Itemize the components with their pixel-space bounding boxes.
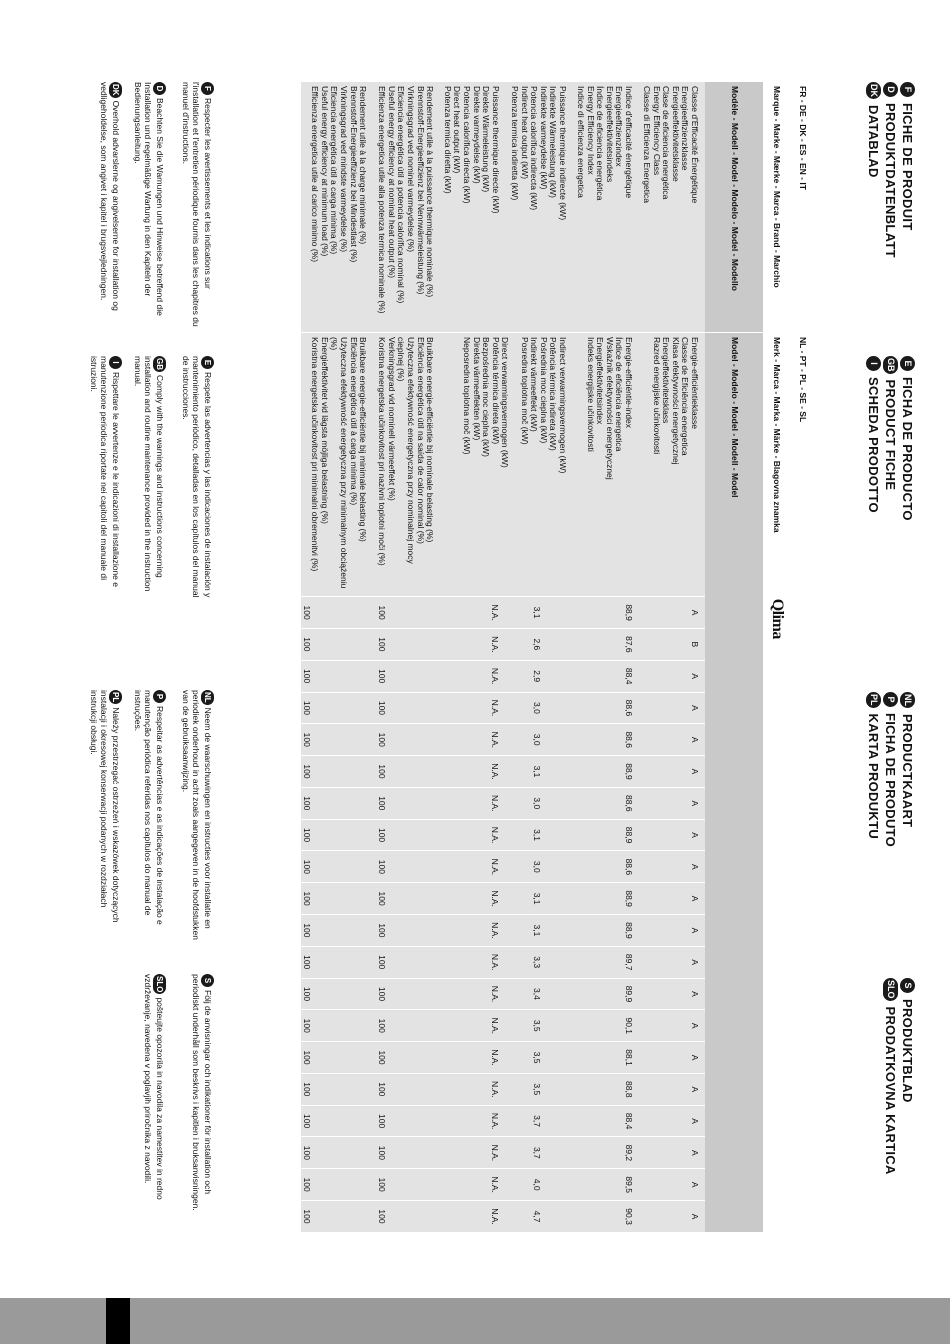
minimum-efficiency-value: 100: [301, 764, 312, 779]
header-title: PRODATKOVNA KARTICA: [883, 1006, 898, 1175]
header-dk: [865, 82, 882, 258]
header-group-middle: [865, 356, 916, 521]
energy-index-value: 88,4: [575, 660, 639, 692]
efficiency-label-left: Rendement utile à la puissance thermique nominale (%) Brennstoff-Energieeffizienz bei Nennwärmeleistung (%) Virkningsgrad ved nominel varmeydelse (%) Eficiencia energética útil a potencia calorífica nominal (%) Useful energy efficiency at nominal heat output (%) Efficienza energetica utile alla potenza termica nominale (%) Rendement utile à la charge minimale (%) Brennstoff-Energieeffizienz bei Mindestlast (%) Virkningsgrad ved mindste varmeydelse (%) Eficiencia energética útil a carga mínima (%) Useful energy efficiency at minimum load (%) Efficienza energetica utile al carico minimo (%): [310, 86, 436, 314]
direct-heat-value: 3,0: [532, 702, 542, 714]
energy-index-row: [575, 82, 639, 1232]
energy-class-value: A: [639, 1010, 705, 1042]
note-nl: [181, 690, 214, 940]
lang-badge: DK: [111, 84, 120, 96]
note-text: Respecter les avertissements et les indications sur l'installation et l'entretien périodique fournis dans les chapitres du manuel d'instructions.: [181, 82, 213, 327]
product-fiche-table: [301, 82, 815, 1232]
heat-output-row: [442, 82, 575, 1232]
model-row: [705, 82, 763, 1232]
lang-badge: S: [201, 974, 214, 987]
note-text: Respete las advertencias y las indicaciones de instalación y mantenimiento periódico, detalladas en los capítulos del manual de instrucciones.: [181, 356, 213, 598]
direct-heat-value: 2,6: [532, 638, 542, 651]
efficiency-cell: [301, 946, 442, 978]
energy-index-value: 88,6: [575, 787, 639, 819]
energy-index-value: 88,6: [575, 851, 639, 883]
direct-heat-value: 3,1: [532, 924, 542, 937]
energy-class-value: A: [639, 597, 705, 629]
energy-index-value: 87,6: [575, 628, 639, 660]
lang-badge: P: [883, 692, 898, 707]
header-title: SCHEDA PRODOTTO: [866, 377, 881, 513]
energy-class-value: A: [639, 1169, 705, 1201]
indirect-heat-value: N.A.: [490, 636, 501, 653]
direct-heat-value: 3,0: [532, 733, 542, 746]
indirect-heat-value: N.A.: [490, 1081, 501, 1098]
page-footer-band: [0, 1298, 950, 1344]
header-es: [899, 356, 916, 521]
note-text: Beachten Sie die Warnungen und Hinweise betreffend die Installation und regelmäßige Wartung in den Kapiteln der Bedienungsanleitung.: [133, 82, 165, 316]
indirect-heat-value: N.A.: [490, 922, 501, 939]
energy-class-value: A: [639, 660, 705, 692]
brand-logo-cell: [763, 597, 789, 1232]
minimum-efficiency-value: 100: [301, 891, 312, 906]
energy-index-value: 88,8: [575, 1073, 639, 1105]
lang-badge: F: [900, 82, 915, 97]
languages-left: FR - DE - DK - ES - EN - IT: [797, 86, 808, 190]
header-it: [865, 356, 882, 521]
energy-class-value: A: [639, 1137, 705, 1169]
direct-heat-value: 3,3: [532, 956, 542, 969]
header-title: PRODUCT FICHE: [883, 379, 898, 491]
nominal-efficiency-value: 100: [377, 923, 388, 938]
efficiency-cell: [301, 787, 442, 819]
nominal-efficiency-value: 100: [377, 1145, 388, 1160]
efficiency-cell: [301, 1201, 442, 1232]
direct-heat-value: 4,0: [532, 1178, 542, 1191]
direct-heat-value: 3,5: [532, 1019, 542, 1032]
indirect-heat-value: N.A.: [490, 1144, 501, 1162]
minimum-efficiency-value: 100: [301, 1082, 312, 1097]
nominal-efficiency-value: 100: [377, 955, 388, 970]
header-slo: [882, 978, 899, 1175]
note-text: Należy przestrzegać ostrzeżeń i wskazówek dotyczących instalacji i okresowej konserwacji podanych w rozdziałach instrukcji obsługi.: [89, 690, 121, 923]
heat-output-cell: [442, 819, 575, 851]
lang-badge: GB: [155, 358, 164, 370]
energy-index-value: 88,9: [575, 819, 639, 851]
lang-badge: S: [900, 978, 915, 993]
minimum-efficiency-value: 100: [301, 1018, 312, 1033]
lang-badge: I: [866, 356, 881, 371]
model-values-cell: [705, 597, 763, 1232]
heat-output-cell: [442, 1042, 575, 1074]
efficiency-cell: [301, 1073, 442, 1105]
nominal-efficiency-value: 100: [377, 891, 388, 906]
minimum-efficiency-value: 100: [301, 859, 312, 874]
energy-class-value: A: [639, 978, 705, 1010]
energy-index-value: 88,6: [575, 724, 639, 756]
nominal-efficiency-value: 100: [377, 1177, 388, 1192]
header-gb: [882, 356, 899, 521]
note-se: [191, 974, 214, 1224]
header-group-left: [865, 82, 916, 258]
brand-label-left: Marque - Marke - Mærke - Marca - Brand - Marchio: [771, 86, 782, 288]
brand-label-right: Merk - Marca - Marka - Märke - Blagovna znamka: [763, 333, 789, 597]
direct-heat-value: 3,4: [532, 988, 542, 1000]
note-it: [89, 356, 122, 606]
energy-index-label-left: Indice d'efficacité énergétique Energieeffizienzindex Energieeffektivitetsindeks Índice de eficiencia energética Energy Efficiency Index Indice di efficienza energetica: [576, 86, 634, 201]
minimum-efficiency-value: 100: [301, 605, 312, 620]
energy-index-value: 90,3: [575, 1201, 639, 1232]
heat-output-cell: [442, 660, 575, 692]
nominal-efficiency-value: 100: [377, 859, 388, 874]
indirect-heat-value: N.A.: [490, 1208, 501, 1225]
indirect-heat-value: N.A.: [490, 763, 501, 780]
heat-output-cell: [442, 692, 575, 724]
direct-heat-value: 3,5: [532, 1083, 542, 1096]
note-pl: [89, 690, 122, 940]
header-title: FICHA DE PRODUTO: [883, 713, 898, 848]
heat-output-cell: [442, 1201, 575, 1232]
direct-heat-value: 3,5: [532, 1051, 542, 1064]
efficiency-cell: [301, 1137, 442, 1169]
efficiency-cell: [301, 628, 442, 660]
nominal-efficiency-value: 100: [377, 1018, 388, 1033]
heat-output-cell: [442, 1105, 575, 1137]
lang-badge: E: [900, 356, 915, 371]
heat-output-cell: [442, 1137, 575, 1169]
note-text: pošteujte opozorila in navodila za namestitev in redno vzdrževanje, navedena v poglavjih priročnika z navodili.: [143, 974, 165, 1200]
energy-index-value: 88,6: [575, 692, 639, 724]
nominal-efficiency-value: 100: [377, 1082, 388, 1097]
direct-heat-value: 3,1: [532, 606, 542, 619]
minimum-efficiency-value: 100: [301, 986, 312, 1002]
minimum-efficiency-value: 100: [301, 1114, 312, 1129]
energy-class-value: A: [639, 1073, 705, 1105]
qlima-logo: Qlima: [768, 598, 786, 639]
energy-index-label-right: Energie-efficiëntie-index Índice de eficiência energetica Wskaźnik efektywności energetycznej Energieffektivitetsindex Indeks energijske učinkovitosti: [575, 333, 639, 597]
efficiency-cell: [301, 819, 442, 851]
nominal-efficiency-value: 100: [377, 1209, 388, 1224]
header-fr: [899, 82, 916, 258]
efficiency-cell: [301, 883, 442, 915]
header-title: PRODUKTBLAD: [900, 999, 915, 1103]
note-gb: [133, 356, 166, 606]
heat-output-cell: [442, 756, 575, 788]
header-title: PRODUKTDATENBLATT: [883, 103, 898, 258]
header-title: FICHE DE PRODUIT: [900, 103, 915, 231]
minimum-efficiency-value: 100: [301, 923, 312, 938]
direct-heat-value: 4,7: [532, 1210, 542, 1223]
energy-index-value: 90,1: [575, 1010, 639, 1042]
minimum-efficiency-value: 100: [301, 1177, 312, 1192]
energy-class-label-right: Energie-efficiëntieklasse Classe de Eficiência energetica Klasa efektywności energetycznej Energieffektivitetsklass Razred energijske učinkovitosti: [639, 333, 705, 597]
lang-badge: NL: [203, 692, 212, 703]
spacer-cell: [789, 597, 815, 1232]
nominal-efficiency-value: 100: [377, 796, 388, 811]
minimum-efficiency-value: 100: [301, 1050, 312, 1065]
lang-badge: PL: [866, 692, 881, 708]
energy-index-value: 89,9: [575, 978, 639, 1010]
efficiency-cell: [301, 724, 442, 756]
model-label-left: Modèle - Modell - Model - Modelo - Model - Modello: [705, 82, 763, 333]
heat-output-cell: [442, 915, 575, 947]
direct-heat-value: 3,0: [532, 797, 542, 810]
note-text: Comply with the warnings and instructions concerning installation and routine maintenance provided in the instruction manual.: [133, 356, 165, 592]
direct-heat-value: 3,7: [532, 1146, 542, 1159]
energy-index-value: 88,9: [575, 883, 639, 915]
lang-badge: F: [201, 82, 214, 95]
note-text: Respeitar as advertências e as indicações de instalação e manutenção periódica referidas nos capítulos do manual de instruções.: [133, 690, 165, 925]
nominal-efficiency-value: 100: [377, 764, 388, 779]
note-de: [133, 82, 166, 332]
direct-heat-value: 3,1: [532, 829, 542, 841]
heat-output-label-left: Puissance thermique indirecte (kW) Indirekte Wärmeleistung (kW) Indirekte varmeydelse (kW) Potencia calorífica indirecta (kW) Indirect heat output (kW) Potenza termica indiretta (kW) Puissance thermique directe (kW) Direkte Wärmeleistung (kW) Direkte varmeydelse (kW) Potencia calorífica directa (kW) Direct heat output (kW) Potenza termica diretta (kW): [442, 86, 568, 221]
energy-index-value: 89,5: [575, 1169, 639, 1201]
lang-badge: D: [883, 82, 898, 97]
lang-badge: E: [201, 356, 214, 369]
energy-class-value: A: [639, 692, 705, 724]
minimum-efficiency-value: 100: [301, 637, 312, 652]
energy-index-value: 88,1: [575, 1042, 639, 1074]
indirect-heat-value: N.A.: [490, 1049, 501, 1066]
energy-class-value: A: [639, 787, 705, 819]
heat-output-cell: [442, 628, 575, 660]
efficiency-cell: [301, 978, 442, 1010]
header-title: PRODUCTKAART: [900, 714, 915, 828]
indirect-heat-value: N.A.: [490, 890, 501, 907]
minimum-efficiency-value: 100: [301, 1145, 312, 1160]
direct-heat-value: 3,1: [532, 892, 542, 905]
minimum-efficiency-value: 100: [301, 796, 312, 811]
brand-row: [763, 82, 789, 1232]
energy-class-value: A: [639, 851, 705, 883]
indirect-heat-value: N.A.: [490, 667, 501, 685]
note-fr: [181, 82, 214, 332]
direct-heat-value: 3,7: [532, 1115, 542, 1127]
indirect-heat-value: N.A.: [490, 1112, 501, 1130]
energy-class-value: A: [639, 724, 705, 756]
energy-index-value: 88,4: [575, 1105, 639, 1137]
efficiency-row: [301, 82, 442, 1232]
minimum-efficiency-value: 100: [301, 827, 312, 843]
nominal-efficiency-value: 100: [377, 669, 388, 684]
nominal-efficiency-value: 100: [377, 827, 388, 843]
header-de: [882, 82, 899, 258]
lang-badge: DK: [866, 82, 881, 99]
energy-index-value: 88,9: [575, 756, 639, 788]
efficiency-cell: [301, 851, 442, 883]
efficiency-cell: [301, 692, 442, 724]
energy-class-value: A: [639, 1105, 705, 1137]
indirect-heat-value: N.A.: [490, 731, 501, 748]
indirect-heat-value: N.A.: [490, 1176, 501, 1193]
direct-heat-value: 2,9: [532, 670, 542, 683]
nominal-efficiency-value: 100: [377, 700, 388, 716]
minimum-efficiency-value: 100: [301, 1209, 312, 1224]
energy-class-value: A: [639, 946, 705, 978]
efficiency-cell: [301, 915, 442, 947]
minimum-efficiency-value: 100: [301, 732, 312, 747]
heat-output-cell: [442, 1073, 575, 1105]
lang-badge: D: [153, 82, 166, 95]
heat-output-cell: [442, 724, 575, 756]
energy-class-value: A: [639, 819, 705, 851]
efficiency-cell: [301, 756, 442, 788]
header-se: [899, 978, 916, 1175]
note-text: Följ de anvisningar och indikationer för installation och periodiskt underhåll som beskrivs i kapitlen i bruksanvisningen.: [191, 974, 213, 1211]
efficiency-cell: [301, 660, 442, 692]
energy-class-label-left: Classe d'Efficacité Énergétique Energieeffizienzklasse Energieeffektivitetsklasse Clase de eficiencia energética Energy Efficiency Class Classe di Efficienza Energetica: [642, 86, 700, 204]
energy-class-value: A: [639, 756, 705, 788]
direct-heat-value: 3,0: [532, 860, 542, 873]
energy-class-value: A: [639, 915, 705, 947]
energy-class-value: A: [639, 1042, 705, 1074]
heat-output-cell: [442, 1169, 575, 1201]
indirect-heat-value: N.A.: [490, 985, 501, 1003]
header-title: FICHA DE PRODUCTO: [900, 377, 915, 521]
note-es: [181, 356, 214, 606]
energy-index-value: 89,2: [575, 1137, 639, 1169]
header-group-far-right: [882, 978, 916, 1175]
model-label-right: Model - Modelo - Model - Modell - Model: [705, 333, 763, 597]
languages-right: NL - PT - PL - SE - SL: [789, 333, 815, 597]
header-group-right: [865, 692, 916, 847]
indirect-heat-value: N.A.: [490, 858, 501, 876]
nominal-efficiency-value: 100: [377, 1050, 388, 1065]
nominal-efficiency-value: 100: [377, 605, 388, 620]
heat-output-cell: [442, 787, 575, 819]
header-title: DATABLAD: [866, 105, 881, 178]
heat-output-cell: [442, 946, 575, 978]
efficiency-cell: [301, 1169, 442, 1201]
indirect-heat-value: N.A.: [490, 604, 501, 621]
minimum-efficiency-value: 100: [301, 700, 312, 716]
page-marker: [106, 1298, 130, 1344]
indirect-heat-value: N.A.: [490, 826, 501, 844]
note-text: Overhold advarslerne og angivelserne for installation og vedligeholdelse, som angivet i kapitel i brugsvejledningen.: [99, 82, 121, 311]
nominal-efficiency-value: 100: [377, 637, 388, 652]
indirect-heat-value: N.A.: [490, 1017, 501, 1035]
energy-index-value: 89,7: [575, 946, 639, 978]
energy-class-value: B: [639, 628, 705, 660]
efficiency-cell: [301, 597, 442, 629]
lang-badge: NL: [900, 692, 915, 708]
lang-badge: SLO: [155, 976, 164, 993]
efficiency-cell: [301, 1010, 442, 1042]
energy-class-row: [639, 82, 705, 1232]
energy-index-value: 88,9: [575, 915, 639, 947]
nominal-efficiency-value: 100: [377, 1114, 388, 1129]
indirect-heat-value: N.A.: [490, 699, 501, 717]
note-dk: [99, 82, 122, 332]
heat-output-cell: [442, 978, 575, 1010]
note-text: Neem de waarschuwingen en instructies voor installatie en periodiek onderhoud in acht zoals aangegeven in de hoofdstukken van de gebruiksaanwijzing.: [181, 690, 213, 940]
direct-heat-value: 3,1: [532, 765, 542, 778]
indirect-heat-value: N.A.: [490, 953, 501, 971]
lang-badge: I: [109, 356, 122, 369]
heat-output-cell: [442, 883, 575, 915]
nominal-efficiency-value: 100: [377, 986, 388, 1002]
heat-output-cell: [442, 851, 575, 883]
minimum-efficiency-value: 100: [301, 669, 312, 684]
energy-index-value: 88,9: [575, 597, 639, 629]
lang-badge: P: [153, 690, 166, 703]
header-nl: [899, 692, 916, 847]
note-text: Rispettare le avvertenze e le indicazioni di installazione e manutenzione periodica riportate nei capitoli del manuale di istruzioni.: [89, 356, 121, 587]
nominal-efficiency-value: 100: [377, 732, 388, 747]
heat-output-cell: [442, 1010, 575, 1042]
header-pt: [882, 692, 899, 847]
heat-output-cell: [442, 597, 575, 629]
language-row: [789, 82, 815, 1232]
note-slo: [143, 974, 166, 1224]
efficiency-cell: [301, 1105, 442, 1137]
efficiency-label-right: Bruikbare energie-efficiëntie bij nominale belasting (%) Eficiência energética útil na saída de calor nominal (%) Użyteczna efektywność energetyczna przy nominalnej mocy cieplnej (%) Verkningsgrad vid nominell värmeeffekt (%) Koristna energetska učinkovitost pri nazivni toplotni moči (%) Bruikbare energie-efficiëntie bij minimale belasting (%) Eficiência energética útil à carga mínima (%) Użyteczna efektywność energetyczna przy minimalnym obciążeniu (%) Energieffektivitet vid lägsta möjliga belastning (%) Koristna energetska učinkovitost pri minimalni obremenitvi (%): [301, 333, 442, 597]
efficiency-cell: [301, 1042, 442, 1074]
maintenance-notes: [24, 82, 214, 1232]
lang-badge: SLO: [883, 978, 898, 1001]
header-pl: [865, 692, 882, 847]
energy-class-value: A: [639, 883, 705, 915]
header-title: KARTA PRODUKTU: [866, 713, 881, 840]
lang-badge: PL: [111, 692, 120, 703]
heat-output-label-right: Indirect verwarmingsvermogen (kW) Potência térmica indireta (kW) Pośrednia moc cieplna (kW) Indirekt värmeeffekt (kW) Posredna toplotna moč (kW) Direct verwarmingsvermogen (kW) Potência térmica direta (kW) Bezpośrednia moc cieplna (kW) Direkta värmeeffekten (kW) Neposredna toplotna moč (kW): [442, 333, 575, 597]
indirect-heat-value: N.A.: [490, 795, 501, 812]
minimum-efficiency-value: 100: [301, 955, 312, 970]
note-pt: [133, 690, 166, 940]
lang-badge: GB: [883, 356, 898, 374]
energy-class-value: A: [639, 1201, 705, 1232]
